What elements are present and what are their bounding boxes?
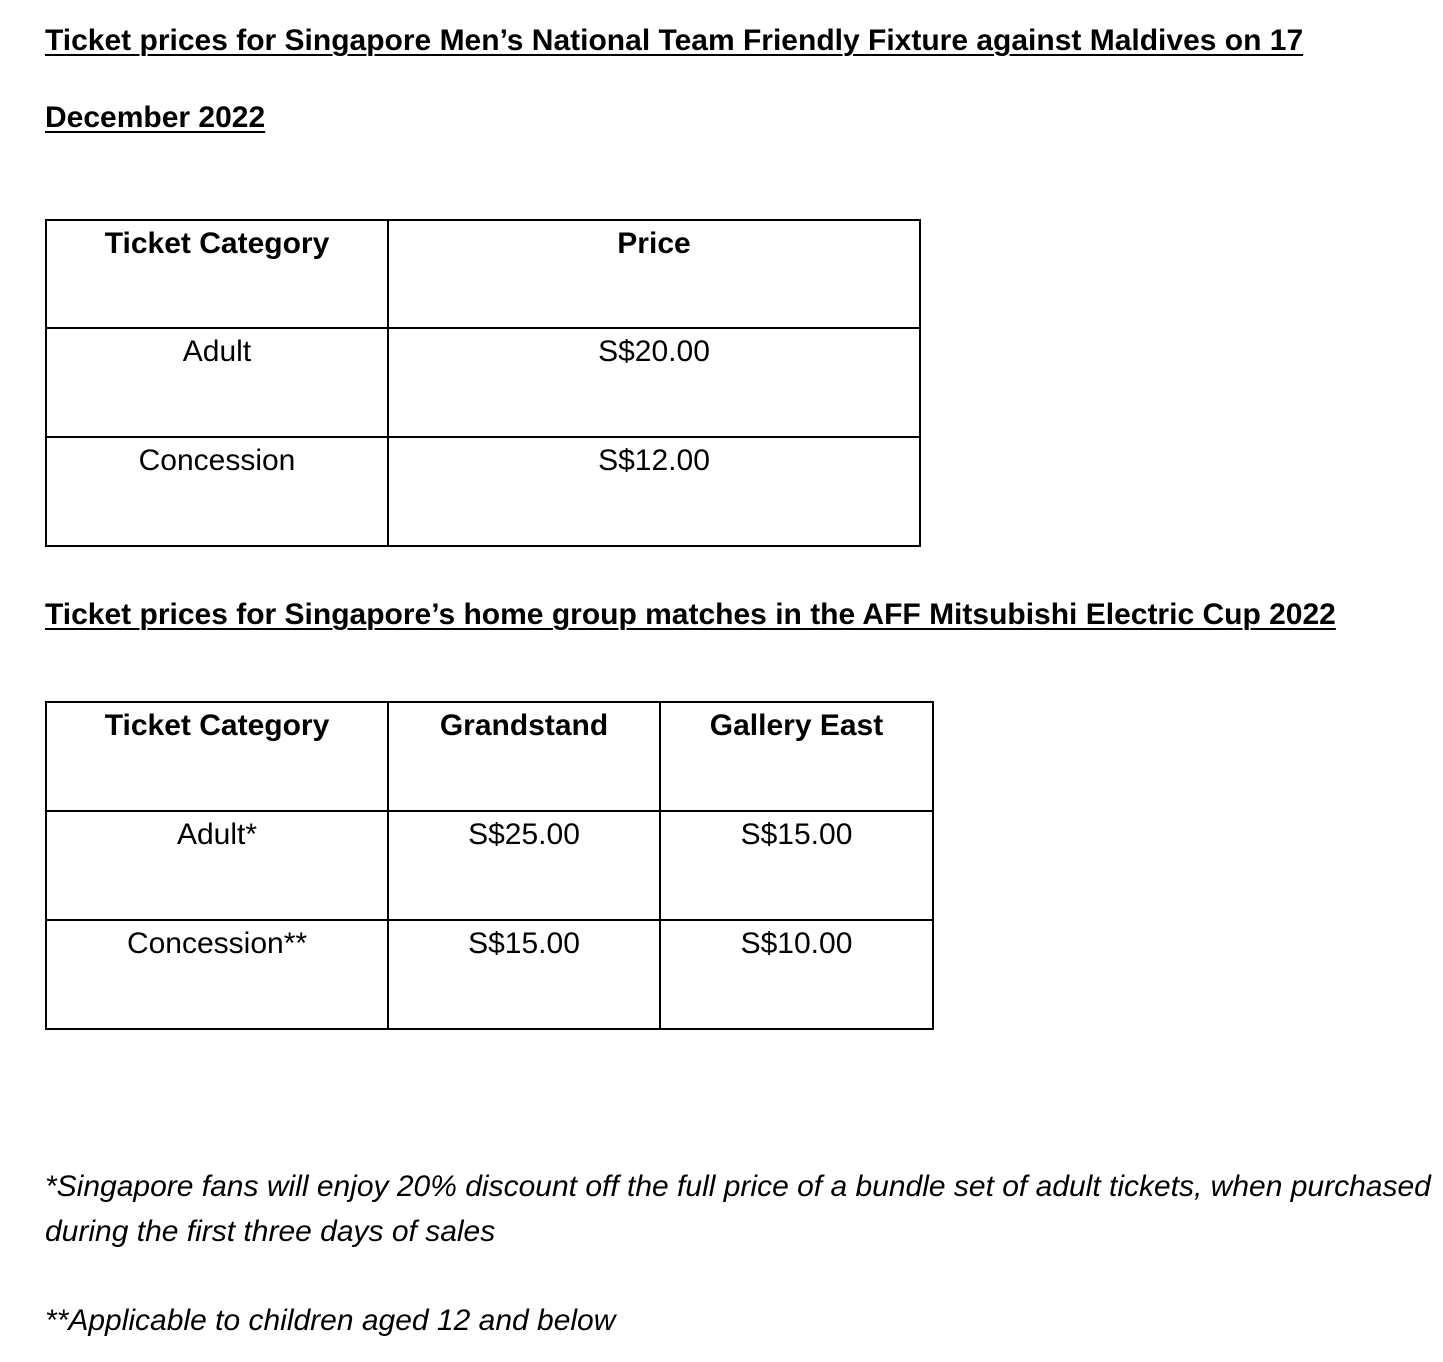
gallery-east-price-cell: S$10.00 — [660, 920, 933, 1029]
gallery-east-price-cell: S$15.00 — [660, 811, 933, 920]
friendly-price-table — [45, 219, 921, 547]
grandstand-price-cell: S$25.00 — [388, 811, 660, 920]
column-header-grandstand: Grandstand — [388, 702, 660, 811]
ticket-category-cell: Adult* — [46, 811, 388, 920]
price-cell: S$12.00 — [388, 437, 920, 546]
table-row — [46, 437, 920, 546]
grandstand-price-cell: S$15.00 — [388, 920, 660, 1029]
friendly-heading-line2: December 2022 — [45, 101, 266, 134]
table-row — [46, 811, 933, 920]
column-header-ticket-category: Ticket Category — [46, 220, 388, 328]
ticket-category-cell: Adult — [46, 328, 388, 437]
column-header-price: Price — [388, 220, 920, 328]
footnote-children-concession: **Applicable to children aged 12 and below — [45, 1304, 616, 1337]
column-header-gallery-east: Gallery East — [660, 702, 933, 811]
table-header-row — [46, 702, 933, 811]
aff-cup-price-table — [45, 701, 934, 1030]
table-row — [46, 328, 920, 437]
table-header-row — [46, 220, 920, 328]
price-cell: S$20.00 — [388, 328, 920, 437]
column-header-ticket-category: Ticket Category — [46, 702, 388, 811]
aff-cup-heading: Ticket prices for Singapore’s home group matches in the AFF Mitsubishi Electric Cup 2022 — [45, 598, 1336, 631]
ticket-category-cell: Concession — [46, 437, 388, 546]
ticket-category-cell: Concession** — [46, 920, 388, 1029]
table-row — [46, 920, 933, 1029]
friendly-heading-line1: Ticket prices for Singapore Men’s National Team Friendly Fixture against Maldives on 17 — [45, 24, 1304, 57]
footnote-bundle-discount: *Singapore fans will enjoy 20% discount off the full price of a bundle set of adult tickets, when purchased during the first three days of sales — [45, 1170, 1431, 1248]
